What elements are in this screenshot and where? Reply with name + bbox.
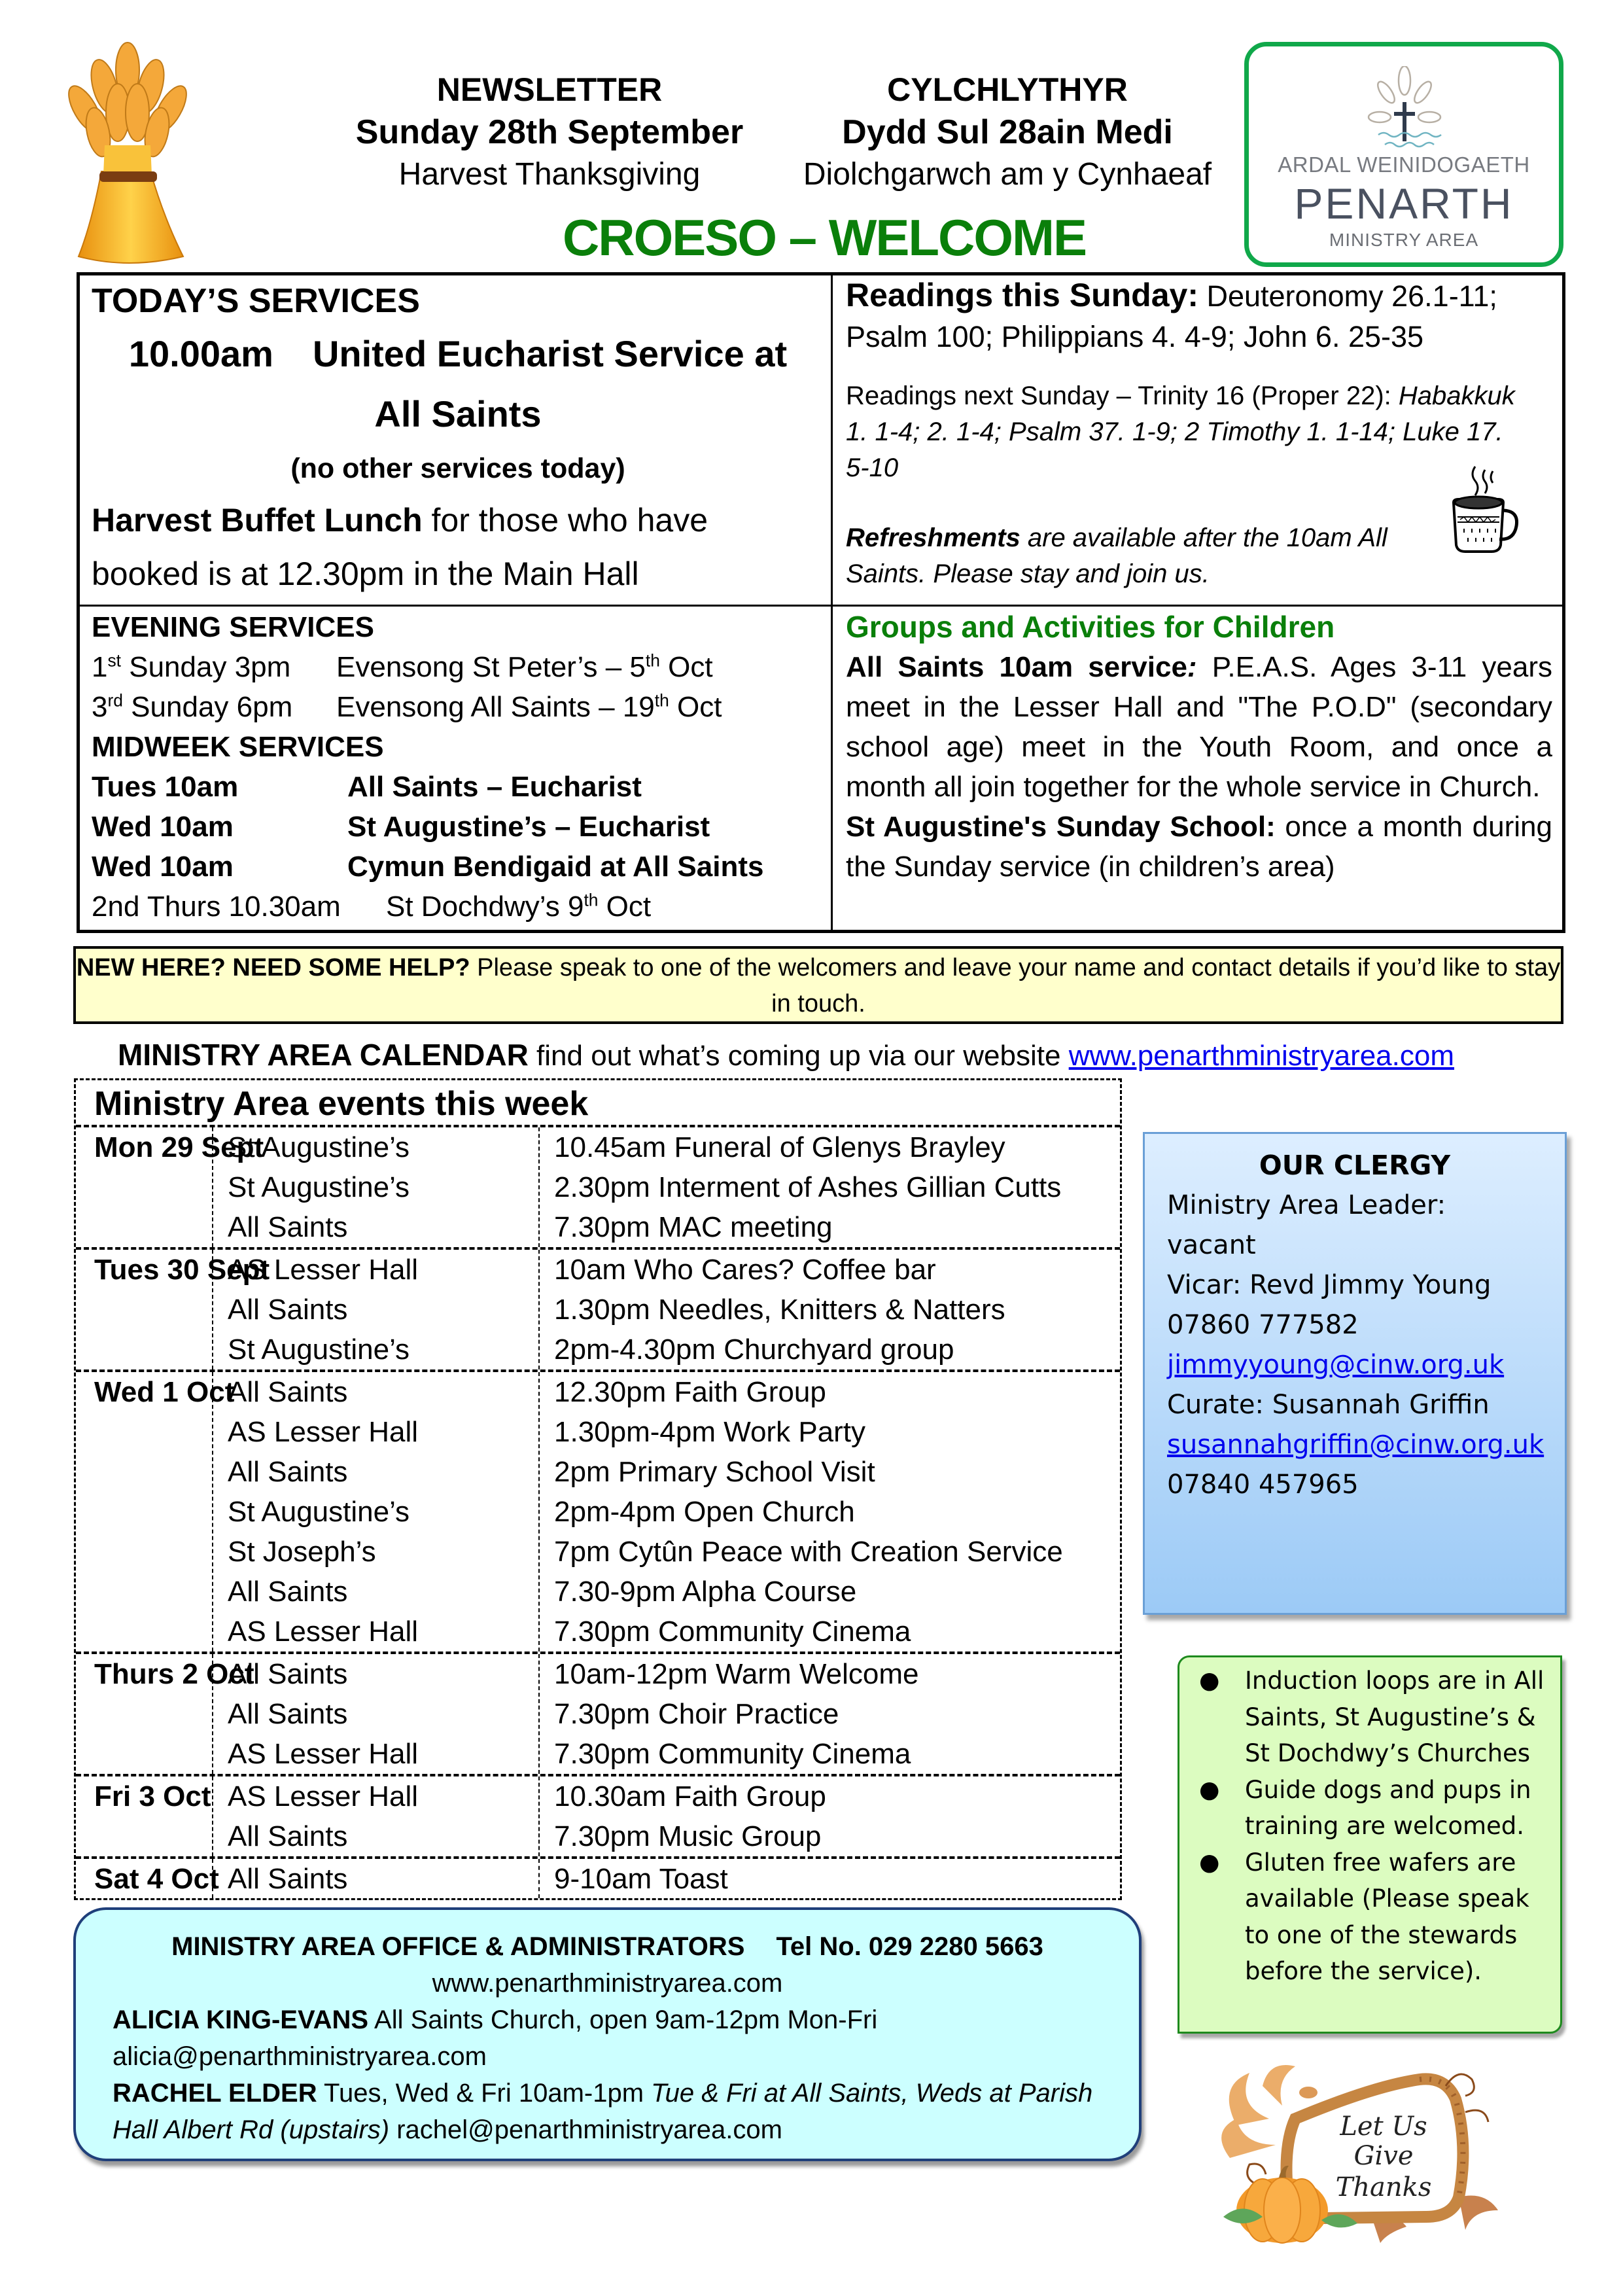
calendar-date: Thurs 2 Oct [94, 1658, 254, 1690]
calendar-venue: All Saints [228, 1376, 348, 1408]
newsletter-title: NEWSLETTER [436, 71, 663, 108]
children-all-saints [846, 647, 1552, 807]
calendar-venue: All Saints [228, 1698, 348, 1730]
service-name: United Eucharist Service at [312, 333, 788, 374]
calendar-day-row [76, 1250, 1120, 1372]
calendar-venue-cell [213, 1372, 540, 1651]
leader-value: vacant [1167, 1230, 1256, 1260]
ordinal-suffix: th [645, 650, 660, 671]
office-heading [113, 1928, 1139, 1965]
calendar-event: 10am-12pm Warm Welcome [554, 1658, 919, 1690]
calendar-date-cell [76, 1859, 219, 1898]
header-welsh [798, 69, 1217, 194]
midweek-when: Wed 10am [92, 851, 234, 883]
calendar-event-cell [540, 1776, 1120, 1856]
midweek-when: Wed 10am [92, 811, 234, 843]
note-text: Guide dogs and pups in training are welcomed. [1245, 1775, 1531, 1840]
rachel-email: rachel@penarthministryarea.com [389, 2115, 782, 2144]
calendar-venue: AS Lesser Hall [228, 1780, 419, 1812]
bullet-icon: ● [1199, 1776, 1220, 1803]
main-service [92, 324, 824, 384]
calendar-event: 2pm-4pm Open Church [554, 1496, 855, 1528]
ordinal-suffix: rd [107, 690, 123, 711]
midweek-what: Cymun Bendigaid at All Saints [347, 851, 764, 883]
calendar-day-row [76, 1776, 1120, 1859]
calendar-venue: AS Lesser Hall [228, 1254, 419, 1286]
alicia-email: alicia@penarthministryarea.com [113, 2042, 487, 2071]
calendar-venue-cell [213, 1127, 540, 1247]
calendar-day-row [76, 1372, 1120, 1654]
rachel-line [113, 2075, 1139, 2111]
calendar-date-cell [76, 1776, 213, 1856]
vicar-email-link[interactable]: jimmyyoung@cinw.org.uk [1167, 1350, 1505, 1380]
note-item [1179, 1663, 1556, 1772]
evening-service-row [92, 687, 824, 727]
evening-service-row [92, 647, 824, 687]
harvest-lunch-text: for those who have [422, 502, 708, 539]
calendar-date: Tues 30 Sept [94, 1254, 270, 1286]
children-heading: Groups and Activities for Children [846, 610, 1335, 644]
note-text: Induction loops are in All Saints, St Augustine’s & St Dochdwy’s Churches [1245, 1667, 1544, 1767]
calendar-event: 2pm Primary School Visit [554, 1456, 875, 1488]
colon: : [1187, 651, 1197, 683]
curate: Curate: Susannah Griffin [1167, 1390, 1490, 1420]
evening-services-heading: EVENING SERVICES [92, 611, 374, 643]
clergy-heading: OUR CLERGY [1259, 1150, 1451, 1181]
thursday-what-post: Oct [598, 891, 652, 923]
notes-list [1179, 1663, 1556, 1990]
cross-leaves-water-logo-icon [1365, 66, 1444, 151]
children-all-saints-label: All Saints 10am service [846, 651, 1187, 683]
midweek-service-row [92, 847, 824, 887]
wheat-sheaf-icon [52, 41, 203, 266]
pumpkin-give-thanks-image [1210, 2047, 1524, 2263]
thursday-what: St Dochdwy’s 9 [386, 891, 584, 923]
welcome-heading: CROESO – WELCOME [562, 209, 1087, 266]
calendar-event-cell [540, 1127, 1120, 1247]
calendar-date: Mon 29 Sept [94, 1131, 264, 1163]
harvest-lunch-line1 [92, 493, 824, 547]
calendar-event: 7.30-9pm Alpha Course [554, 1576, 857, 1608]
calendar-venue: AS Lesser Hall [228, 1416, 419, 1448]
calendar-subtext: find out what’s coming up via our website [528, 1040, 1069, 1072]
calendar-day-row [76, 1859, 1120, 1898]
welsh-subtitle: Diolchgarwch am y Cynhaeaf [803, 156, 1212, 192]
logo-ministry-area-text: MINISTRY AREA [1329, 230, 1479, 250]
harvest-lunch-title: Harvest Buffet Lunch [92, 502, 423, 539]
calendar-venue: St Augustine’s [228, 1496, 410, 1528]
calendar-event: 1.30pm-4pm Work Party [554, 1416, 866, 1448]
calendar-date-cell [76, 1250, 270, 1369]
logo-welsh-text: ARDAL WEINIDOGAETH [1278, 152, 1530, 177]
todays-services [92, 278, 824, 601]
midweek-what: All Saints – Eucharist [347, 771, 642, 803]
calendar-venue: All Saints [228, 1863, 348, 1895]
midweek-when: Tues 10am [92, 771, 239, 803]
services-box-vertical-divider [831, 272, 833, 933]
new-here-text: Please speak to one of the welcomers and leave your name and contact details if you’d like to stay in touch. [470, 954, 1561, 1017]
calendar-date-cell [76, 1654, 254, 1774]
accessibility-notes [1178, 1655, 1562, 2034]
calendar-event: 10.45am Funeral of Glenys Brayley [554, 1131, 1005, 1163]
thanks-text-line1: Let Us [1340, 2111, 1427, 2142]
readings-next-text-1: Habakkuk [1398, 381, 1515, 410]
rachel-name: RACHEL ELDER [113, 2079, 317, 2108]
children-all-saints-text: P.E.A.S. Ages 3-11 years meet in the Lesser Hall and "The P.O.D" (secondary school age) meet in the Youth Room, and once a month all join together for the whole service in Church. [846, 651, 1552, 803]
calendar-venue: AS Lesser Hall [228, 1616, 419, 1648]
calendar-venue: AS Lesser Hall [228, 1738, 419, 1770]
calendar-venue: All Saints [228, 1211, 348, 1243]
services-box-horizontal-divider [77, 605, 1565, 607]
no-other-services-note: (no other services today) [290, 453, 625, 484]
children-st-augustines-label: St Augustine's Sunday School: [846, 811, 1276, 843]
rachel-locations: Tue & Fri at All Saints, Weds at Parish [651, 2079, 1093, 2108]
office-title: MINISTRY AREA OFFICE & ADMINISTRATORS [171, 1932, 745, 1961]
calendar-date-cell [76, 1372, 235, 1651]
note-item [1179, 1772, 1556, 1845]
calendar-event: 7.30pm Community Cinema [554, 1616, 911, 1648]
evening-when-rest: Sunday 3pm [121, 651, 291, 683]
calendar-venue: St Augustine’s [228, 1171, 410, 1203]
alicia-line [113, 2002, 1139, 2038]
newsletter-date: Sunday 28th September [355, 113, 744, 151]
service-place: All Saints [374, 393, 542, 434]
curate-email-link[interactable]: susannahgriffin@cinw.org.uk [1167, 1430, 1544, 1460]
calendar-event: 1.30pm Needles, Knitters & Natters [554, 1294, 1005, 1326]
refreshments-text-2: Saints. Please stay and join us. [846, 559, 1210, 588]
events-table-title: Ministry Area events this week [76, 1080, 1120, 1127]
office-phone: Tel No. 029 2280 5663 [776, 1932, 1043, 1961]
vicar-phone: 07860 777582 [1167, 1310, 1359, 1340]
calendar-date: Fri 3 Oct [94, 1780, 211, 1812]
welsh-date: Dydd Sul 28ain Medi [842, 113, 1173, 151]
vicar: Vicar: Revd Jimmy Young [1167, 1270, 1492, 1300]
calendar-title: MINISTRY AREA CALENDAR [118, 1038, 529, 1072]
evening-when: 1 [92, 651, 108, 683]
alicia-name: ALICIA KING-EVANS [113, 2005, 369, 2034]
note-item [1179, 1845, 1556, 1990]
coffee-cup-icon [1446, 463, 1524, 555]
readings-this-text-2: Psalm 100; Philippians 4. 4-9; John 6. 25-35 [846, 320, 1424, 353]
evening-what-post: Oct [659, 651, 713, 683]
readings-this-label: Readings this Sunday: [846, 277, 1198, 313]
events-table-body [76, 1127, 1120, 1898]
penarth-logo [1244, 42, 1563, 267]
ordinal-suffix: th [584, 890, 599, 910]
office-website: www.penarthministryarea.com [432, 1969, 783, 1998]
evening-what-post: Oct [669, 691, 722, 723]
calendar-event-cell [540, 1372, 1120, 1651]
midweek-services-heading: MIDWEEK SERVICES [92, 731, 384, 763]
calendar-day-row [76, 1654, 1120, 1776]
calendar-venue: St Joseph’s [228, 1536, 376, 1568]
bullet-icon: ● [1199, 1667, 1220, 1694]
office-box [73, 1907, 1142, 2161]
calendar-venue: St Augustine’s [228, 1131, 410, 1163]
evening-when: 3 [92, 691, 108, 723]
calendar-venue-cell [213, 1654, 540, 1774]
ordinal-suffix: th [654, 690, 669, 711]
thanks-text-line2: Give [1353, 2141, 1414, 2171]
calendar-event-cell [540, 1859, 1120, 1898]
welsh-title: CYLCHLYTHYR [887, 71, 1128, 108]
logo-penarth-text: PENARTH [1294, 179, 1514, 228]
header-english [340, 69, 759, 194]
calendar-date: Sat 4 Oct [94, 1863, 219, 1895]
ordinal-suffix: st [107, 650, 122, 671]
refreshments-label: Refreshments [846, 523, 1021, 552]
events-table [74, 1078, 1122, 1900]
thursday-service-row [92, 887, 824, 927]
harvest-lunch-line2: booked is at 12.30pm in the Main Hall [92, 556, 639, 592]
calendar-event: 12.30pm Faith Group [554, 1376, 826, 1408]
calendar-event: 10.30am Faith Group [554, 1780, 826, 1812]
calendar-date: Wed 1 Oct [94, 1376, 235, 1408]
clergy-box [1143, 1132, 1567, 1615]
rachel-locations-2: Hall Albert Rd (upstairs) [113, 2115, 390, 2144]
calendar-venue: All Saints [228, 1820, 348, 1852]
calendar-venue-cell [213, 1859, 540, 1898]
children-activities [846, 607, 1552, 887]
calendar-venue: All Saints [228, 1294, 348, 1326]
leader-label: Ministry Area Leader: [1167, 1190, 1446, 1220]
todays-services-heading: TODAY’S SERVICES [92, 282, 420, 320]
readings-next-text-2: 1. 1-4; 2. 1-4; Psalm 37. 1-9; 2 Timothy 1. 1-14; Luke 17. [846, 417, 1503, 446]
newsletter-subtitle: Harvest Thanksgiving [398, 156, 701, 192]
rachel-line-2 [113, 2111, 1139, 2148]
rachel-hours: Tues, Wed & Fri 10am-1pm [317, 2079, 652, 2108]
curate-phone: 07840 457965 [1167, 1470, 1359, 1500]
new-here-heading: NEW HERE? NEED SOME HELP? [76, 954, 470, 981]
new-here-banner [73, 946, 1563, 1024]
calendar-event: 2.30pm Interment of Ashes Gillian Cutts [554, 1171, 1062, 1203]
calendar-day-row [76, 1127, 1120, 1250]
calendar-heading [118, 1037, 1454, 1072]
thanks-text-line3: Thanks [1335, 2172, 1432, 2202]
calendar-event: 7pm Cytûn Peace with Creation Service [554, 1536, 1063, 1568]
midweek-service-row [92, 767, 824, 807]
readings-next-label: Readings next Sunday – Trinity 16 (Proper 22): [846, 381, 1399, 410]
bullet-icon: ● [1199, 1848, 1220, 1876]
calendar-event-cell [540, 1654, 1120, 1774]
calendar-event: 2pm-4.30pm Churchyard group [554, 1333, 954, 1366]
midweek-service-row [92, 807, 824, 847]
children-st-augustines [846, 807, 1552, 887]
calendar-event-cell [540, 1250, 1120, 1369]
calendar-venue: All Saints [228, 1658, 348, 1690]
evening-what: Evensong St Peter’s – 5 [336, 651, 646, 683]
midweek-what: St Augustine’s – Eucharist [347, 811, 710, 843]
readings-this-text: Deuteronomy 26.1-11; [1198, 279, 1497, 313]
evening-when-rest: Sunday 6pm [122, 691, 293, 723]
calendar-venue: St Augustine’s [228, 1333, 410, 1366]
readings-this-sunday [846, 275, 1552, 357]
children-st-augustines-text: once a month during the Sunday service (in children’s area) [846, 811, 1552, 883]
alicia-hours: All Saints Church, open 9am-12pm Mon-Fri [368, 2005, 878, 2034]
calendar-date-cell [76, 1127, 264, 1247]
calendar-event: 7.30pm Music Group [554, 1820, 822, 1852]
calendar-event: 7.30pm Choir Practice [554, 1698, 839, 1730]
calendar-venue: All Saints [228, 1576, 348, 1608]
calendar-event: 9-10am Toast [554, 1863, 728, 1895]
calendar-event: 7.30pm Community Cinema [554, 1738, 911, 1770]
note-text: Gluten free wafers are available (Please speak to one of the stewards before the service). [1245, 1848, 1529, 1985]
calendar-event: 7.30pm MAC meeting [554, 1211, 833, 1243]
refreshments-text: are available after the 10am All [1020, 523, 1387, 552]
website-link[interactable]: www.penarthministryarea.com [1068, 1040, 1455, 1072]
calendar-event: 10am Who Cares? Coffee bar [554, 1254, 936, 1286]
thursday-when: 2nd Thurs 10.30am [92, 891, 341, 923]
calendar-venue-cell [213, 1776, 540, 1856]
calendar-venue-cell [213, 1250, 540, 1369]
evening-midweek-services [92, 607, 824, 927]
calendar-venue: All Saints [228, 1456, 348, 1488]
service-time: 10.00am [128, 333, 273, 374]
readings-next-text-3: 5-10 [846, 453, 899, 482]
evening-what: Evensong All Saints – 19 [336, 691, 655, 723]
